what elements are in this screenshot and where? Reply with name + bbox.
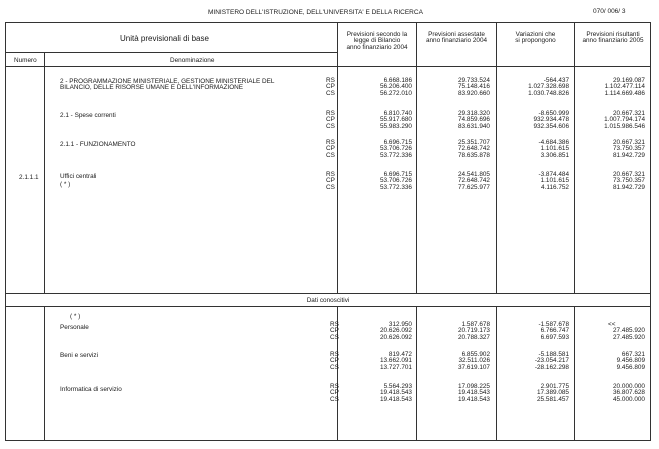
divider-col1 (337, 22, 338, 293)
ministry-title: MINISTERO DELL'ISTRUZIONE, DELL'UNIVERSITA' E DELLA RICERCA (208, 9, 423, 16)
rule-dati-top (5, 293, 651, 294)
dati-col2-values: 1.587.678 20.719.173 20.788.327 (458, 321, 490, 341)
row-col1-values: 6.696.715 53.706.726 53.772.336 (380, 139, 412, 159)
dati-col4-values: 667.321 9.456.809 9.456.809 (616, 351, 645, 371)
divider-col4 (574, 22, 575, 293)
row-label: 2.1 - Spese correnti (60, 112, 116, 119)
dati-col1-values: 819.472 13.662.091 13.727.701 (380, 351, 412, 371)
dati-col1-values: 5.564.293 19.418.543 19.418.543 (380, 383, 412, 403)
row-codes: RS CP CS (326, 110, 335, 130)
row-label: Uffici centrali ( * ) (60, 173, 97, 189)
dati-col1-values: 312.950 20.626.092 20.626.092 (380, 321, 412, 341)
dati-col2-values: 17.098.225 19.418.543 19.418.543 (458, 383, 490, 403)
divider-dati-numero (44, 306, 45, 441)
dati-star-note: ( * ) (70, 313, 81, 320)
row-label: 2 - PROGRAMMAZIONE MINISTERIALE, GESTIONE MINISTERIALE DEL BILANCIO, DELLE RISORSE UMANE E DELL'INFORMAZIONE (60, 78, 275, 92)
row-col3-values: -8.650.999 932.934.478 932.354.606 (533, 110, 569, 130)
col2-header: Previsioni assestate anno finanziario 2004 (425, 31, 488, 45)
divider-dati-col2 (416, 306, 417, 441)
col3-header: Variazioni che si propongono (515, 31, 556, 45)
divider-numero (44, 53, 45, 293)
dati-col3-values: -5.188.581 -23.054.217 -28.162.298 (534, 351, 569, 371)
dati-codes: RS CP CS (330, 383, 339, 403)
dati-codes: RS CP CS (330, 351, 339, 371)
dati-col3-values: -1.587.678 6.766.747 6.697.593 (538, 321, 569, 341)
upb-title: Unità previsionali di base (120, 34, 209, 43)
row-col3-values: -3.874.484 1.101.615 4.116.752 (538, 171, 569, 191)
row-col3-values: -4.684.386 1.101.615 3.306.851 (538, 139, 569, 159)
divider-dati-col4 (574, 306, 575, 441)
row-col4-values: 29.169.087 1.102.477.114 1.114.669.486 (604, 77, 645, 97)
row-col3-values: -564.437 1.027.328.698 1.030.748.826 (528, 77, 569, 97)
rule-dati-bottom (5, 306, 651, 307)
page-reference: 070/ 006/ 3 (593, 8, 626, 15)
row-codes: RS CP CS (326, 171, 335, 191)
row-col1-values: 6.810.740 55.917.680 55.983.290 (380, 110, 412, 130)
row-col2-values: 25.351.707 72.648.742 78.635.878 (458, 139, 490, 159)
row-codes: RS CP CS (326, 77, 335, 97)
row-col2-values: 24.541.805 72.648.742 77.625.977 (458, 171, 490, 191)
row-col4-values: 20.667.321 73.750.357 81.942.729 (613, 139, 645, 159)
col4-header: Previsioni risultanti anno finanziario 2005 (582, 31, 644, 45)
dati-col2-values: 6.855.902 32.511.026 37.619.107 (458, 351, 490, 371)
col1-header: Previsioni secondo la legge di Bilancio anno finanziario 2004 (346, 31, 408, 51)
dati-label: Beni e servizi (60, 352, 99, 359)
row-label: 2.1.1 - FUNZIONAMENTO (60, 141, 136, 148)
dati-codes: RS CP CS (330, 321, 339, 341)
dati-label: Personale (60, 324, 89, 331)
numero-header: Numero (14, 57, 37, 64)
row-col4-values: 20.667.321 1.007.794.174 1.015.986.546 (604, 110, 645, 130)
dati-col4-values: << 27.485.920 27.485.920 (608, 321, 645, 341)
rule-header-bottom (5, 66, 651, 67)
dati-label: Informatica di servizio (60, 386, 122, 393)
row-col2-values: 29.318.320 74.859.696 83.631.940 (458, 110, 490, 130)
dati-col4-values: 20.000.000 36.807.628 45.000.000 (613, 383, 645, 403)
rule-header-mid (5, 52, 337, 53)
divider-col3 (496, 22, 497, 293)
dati-conoscitivi-title: Dati conoscitivi (306, 297, 350, 304)
row-col4-values: 20.667.321 73.750.357 81.942.729 (613, 171, 645, 191)
row-numero: 2.1.1.1 (19, 174, 39, 181)
denominazione-header: Denominazione (170, 57, 215, 64)
row-col2-values: 29.733.524 75.148.416 83.920.660 (458, 77, 490, 97)
dati-col3-values: 2.901.775 17.389.085 25.581.457 (537, 383, 569, 403)
divider-dati-col3 (496, 306, 497, 441)
divider-col2 (416, 22, 417, 293)
row-codes: RS CP CS (326, 139, 335, 159)
row-col1-values: 6.668.186 56.206.400 56.272.010 (380, 77, 412, 97)
row-col1-values: 6.696.715 53.706.726 53.772.336 (380, 171, 412, 191)
